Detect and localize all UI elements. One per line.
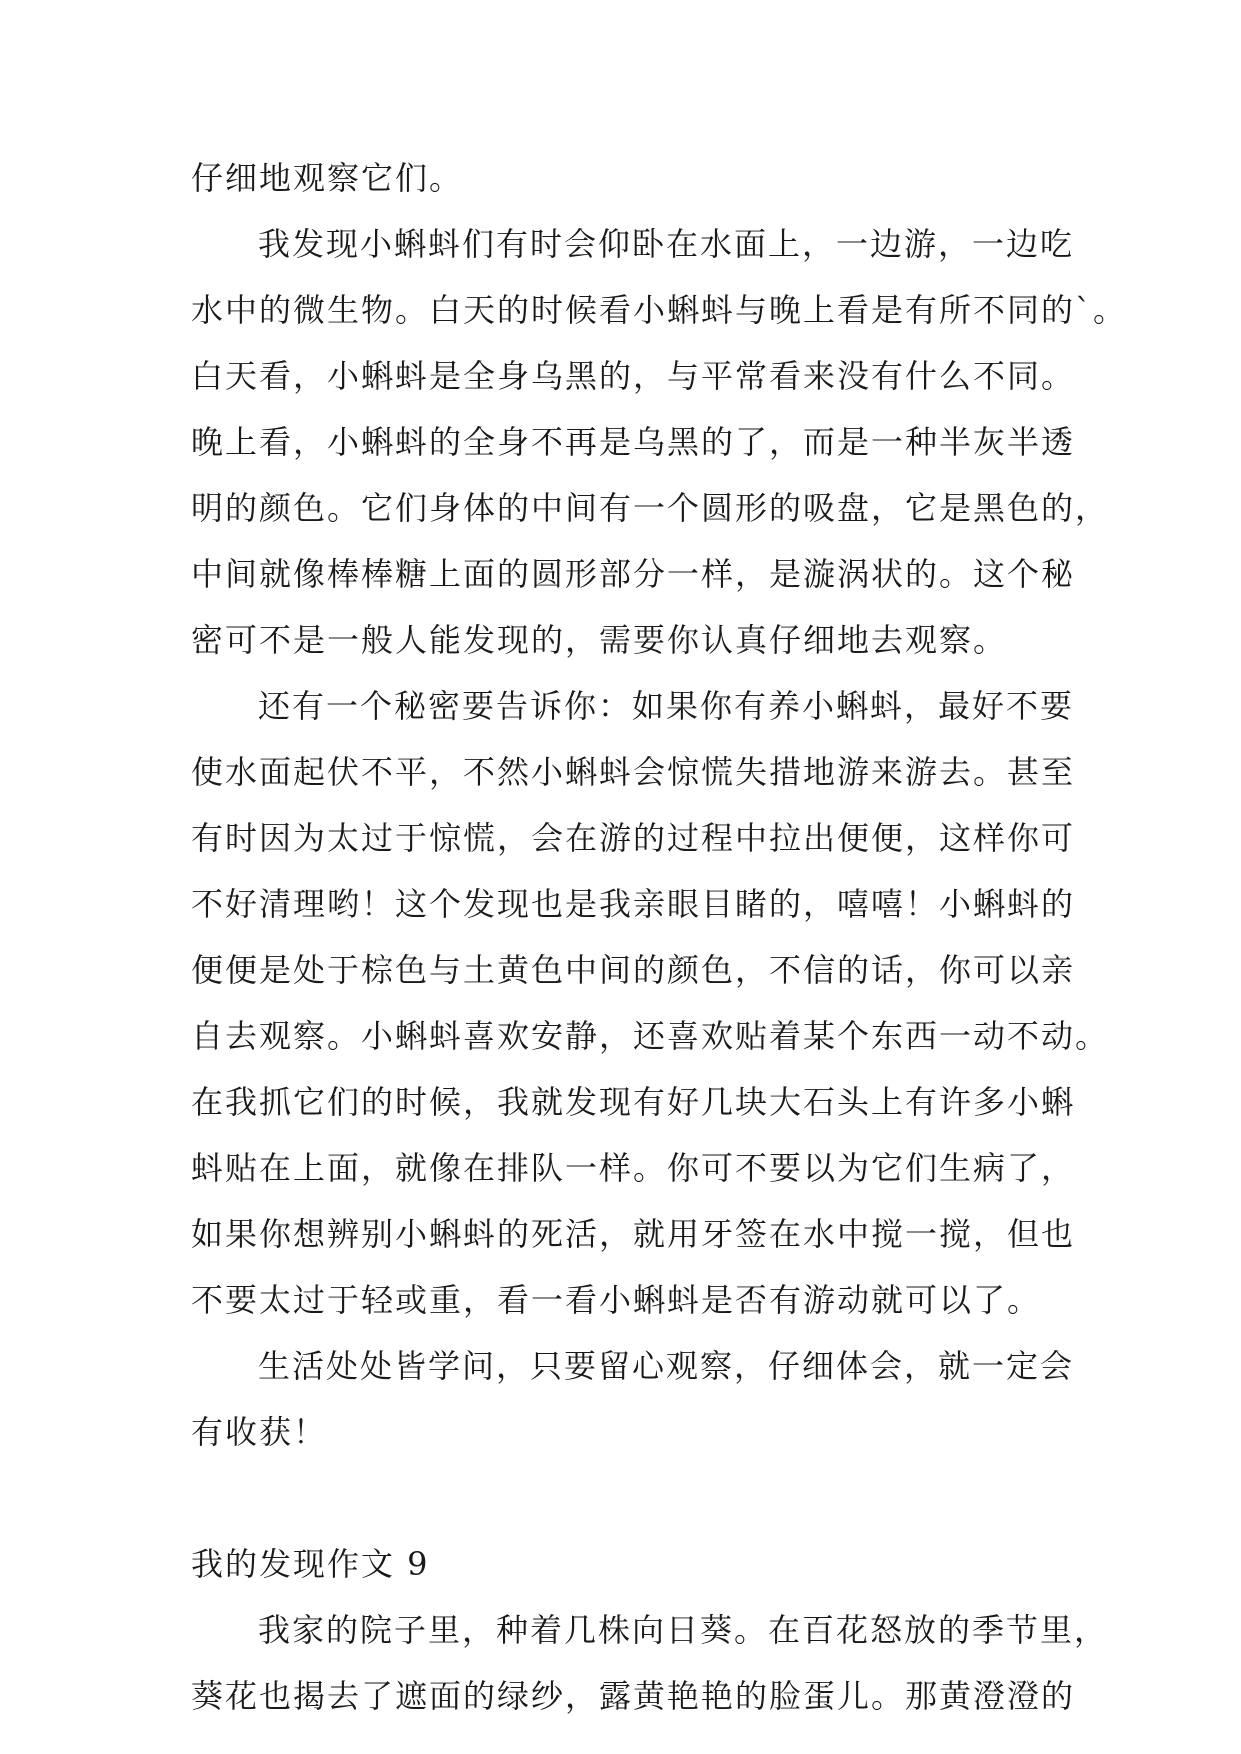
paragraph-line: 蚪贴在上面，就像在排队一样。你可不要以为它们生病了， — [191, 1149, 1076, 1187]
paragraph-line: 明的颜色。它们身体的中间有一个圆形的吸盘，它是黑色的， — [191, 489, 1110, 527]
paragraph-line: 水中的微生物。白天的时候看小蝌蚪与晚上看是有所不同的`。 — [191, 291, 1128, 329]
paragraph-line: 我家的院子里，种着几株向日葵。在百花怒放的季节里， — [258, 1611, 1109, 1649]
paragraph-line: 使水面起伏不平，不然小蝌蚪会惊慌失措地游来游去。甚至 — [191, 753, 1076, 791]
paragraph-line: 在我抓它们的时候，我就发现有好几块大石头上有许多小蝌 — [191, 1083, 1076, 1121]
paragraph-line: 还有一个秘密要告诉你：如果你有养小蝌蚪，最好不要 — [258, 687, 1075, 725]
paragraph-line: 生活处处皆学问，只要留心观察，仔细体会，就一定会 — [258, 1347, 1075, 1385]
paragraph-line: 我发现小蝌蚪们有时会仰卧在水面上，一边游，一边吃 — [258, 225, 1075, 263]
paragraph-line: 中间就像棒棒糖上面的圆形部分一样，是漩涡状的。这个秘 — [191, 555, 1076, 593]
paragraph-line: 不要太过于轻或重，看一看小蝌蚪是否有游动就可以了。 — [191, 1281, 1042, 1319]
paragraph-line: 白天看，小蝌蚪是全身乌黑的，与平常看来没有什么不同。 — [191, 357, 1076, 395]
paragraph-line: 如果你想辨别小蝌蚪的死活，就用牙签在水中搅一搅，但也 — [191, 1215, 1076, 1253]
paragraph-line: 葵花也揭去了遮面的绿纱，露黄艳艳的脸蛋儿。那黄澄澄的 — [191, 1677, 1076, 1715]
paragraph-line: 不好清理哟！这个发现也是我亲眼目睹的，嘻嘻！小蝌蚪的 — [191, 885, 1076, 923]
paragraph-line: 密可不是一般人能发现的，需要你认真仔细地去观察。 — [191, 621, 1008, 659]
paragraph-line: 有时因为太过于惊慌，会在游的过程中拉出便便，这样你可 — [191, 819, 1076, 857]
paragraph-line: 便便是处于棕色与土黄色中间的颜色，不信的话，你可以亲 — [191, 951, 1076, 989]
paragraph-line: 自去观察。小蝌蚪喜欢安静，还喜欢贴着某个东西一动不动。 — [191, 1017, 1110, 1055]
section-title: 我的发现作文 9 — [191, 1545, 430, 1583]
section-spacer — [191, 1465, 1051, 1531]
paragraph-line: 晚上看，小蝌蚪的全身不再是乌黑的了，而是一种半灰半透 — [191, 423, 1076, 461]
paragraph-line: 有收获！ — [191, 1413, 328, 1451]
document-body — [191, 145, 1128, 1729]
paragraph-line: 仔细地观察它们。 — [191, 159, 464, 197]
